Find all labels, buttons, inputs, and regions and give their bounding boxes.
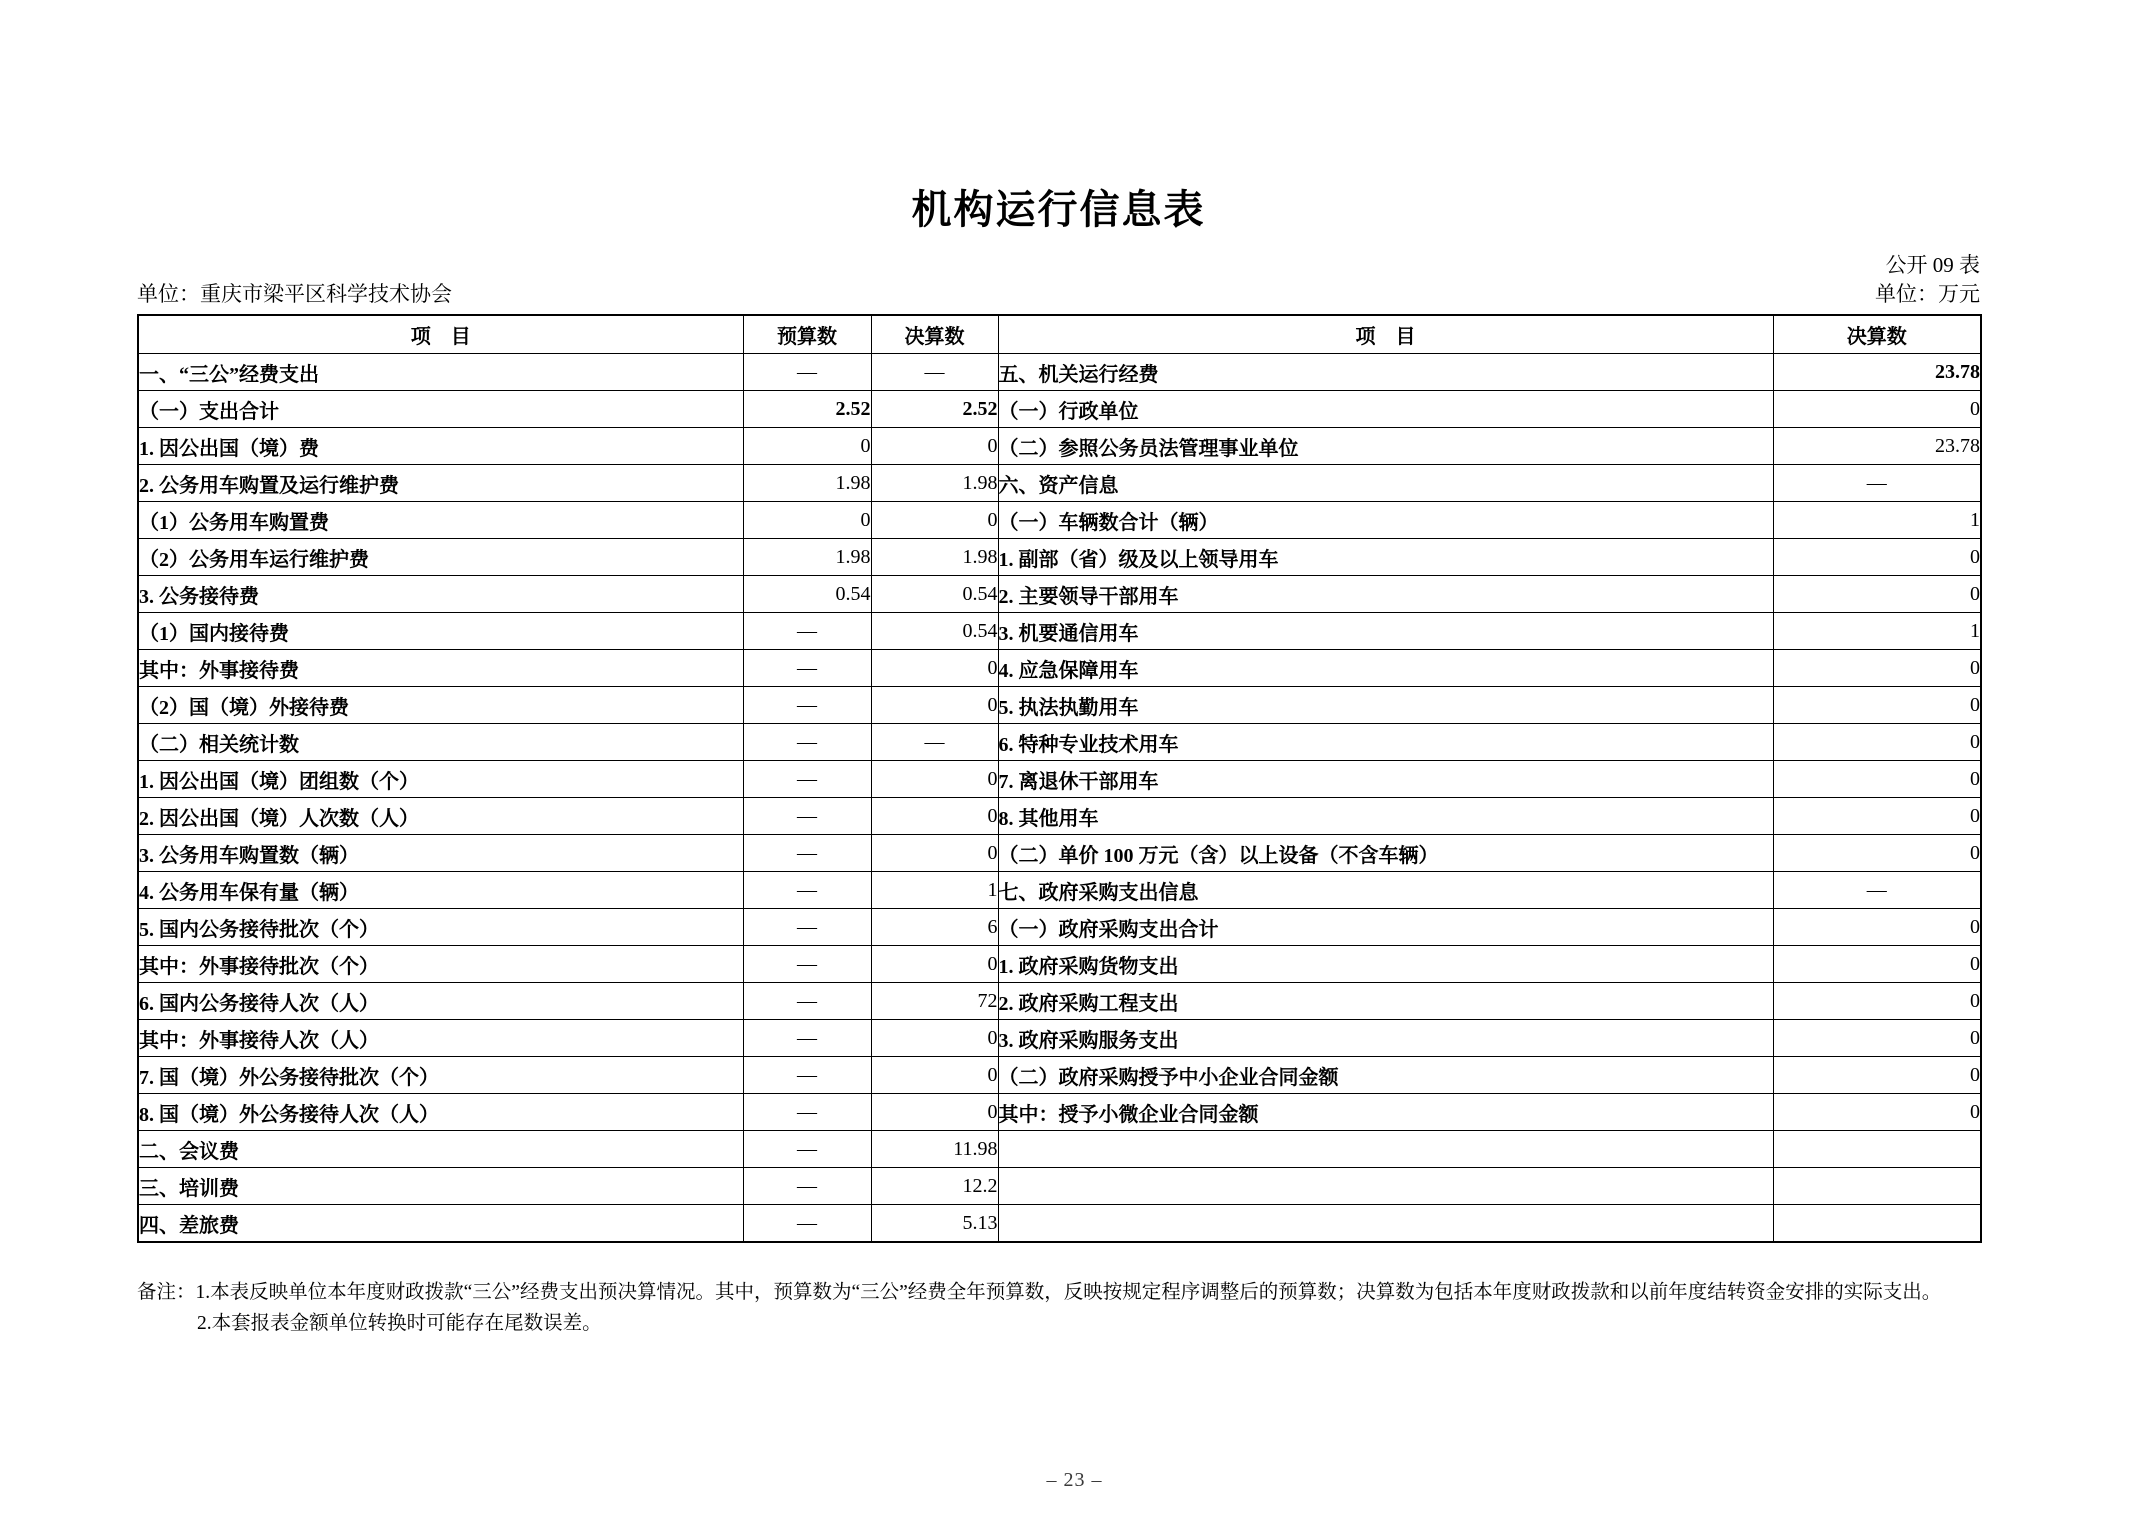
table-row: [138, 502, 1981, 539]
notes-label: 备注：: [137, 1282, 196, 1303]
budget-value: —: [743, 1131, 871, 1168]
budget-value: —: [743, 613, 871, 650]
table-row: [138, 761, 1981, 798]
final-value-left: 6: [871, 909, 998, 946]
item-label-right: （一）行政单位: [998, 391, 1773, 428]
table-header: [138, 315, 1981, 354]
final-value-right: 0: [1773, 1094, 1981, 1131]
final-value-left: —: [871, 354, 998, 391]
final-value-left: 5.13: [871, 1205, 998, 1243]
notes: [137, 1277, 1980, 1339]
item-label-right: （二）单价 100 万元（含）以上设备（不含车辆）: [998, 835, 1773, 872]
document-page: [137, 0, 1980, 1339]
item-label-right: 3. 政府采购服务支出: [998, 1020, 1773, 1057]
item-label-right: （二）政府采购授予中小企业合同金额: [998, 1057, 1773, 1094]
table-row: [138, 428, 1981, 465]
final-value-right: 0: [1773, 391, 1981, 428]
item-label-left: 二、会议费: [138, 1131, 743, 1168]
budget-value: —: [743, 1168, 871, 1205]
item-label-right: 2. 政府采购工程支出: [998, 983, 1773, 1020]
budget-value: —: [743, 687, 871, 724]
final-value-left: 0: [871, 428, 998, 465]
final-value-left: 0: [871, 835, 998, 872]
page-number: – 23 –: [1046, 1469, 1103, 1491]
budget-value: 0.54: [743, 576, 871, 613]
item-label-right: （二）参照公务员法管理事业单位: [998, 428, 1773, 465]
item-label-left: （二）相关统计数: [138, 724, 743, 761]
budget-value: 1.98: [743, 465, 871, 502]
final-value-left: 0: [871, 650, 998, 687]
item-label-left: （2）公务用车运行维护费: [138, 539, 743, 576]
final-value-left: 72: [871, 983, 998, 1020]
final-value-right: 23.78: [1773, 428, 1981, 465]
item-label-right: 1. 政府采购货物支出: [998, 946, 1773, 983]
budget-value: 1.98: [743, 539, 871, 576]
table-row: [138, 687, 1981, 724]
item-label-right: 六、资产信息: [998, 465, 1773, 502]
final-value-left: 0: [871, 798, 998, 835]
item-label-left: （2）国（境）外接待费: [138, 687, 743, 724]
budget-value: —: [743, 1057, 871, 1094]
table-row: [138, 613, 1981, 650]
final-value-left: 0.54: [871, 613, 998, 650]
item-label-right: 7. 离退休干部用车: [998, 761, 1773, 798]
table-row: [138, 1094, 1981, 1131]
budget-value: —: [743, 946, 871, 983]
final-value-left: 2.52: [871, 391, 998, 428]
table-row: [138, 1020, 1981, 1057]
final-value-right: 0: [1773, 761, 1981, 798]
note-line-1: [137, 1277, 1980, 1308]
form-code-label: 公开 09 表: [1885, 253, 1980, 277]
item-label-left: 6. 国内公务接待人次（人）: [138, 983, 743, 1020]
final-value-right: 0: [1773, 724, 1981, 761]
budget-value: —: [743, 724, 871, 761]
item-label-right: 5. 执法执勤用车: [998, 687, 1773, 724]
final-value-left: 1.98: [871, 465, 998, 502]
item-label-left: 其中：外事接待费: [138, 650, 743, 687]
final-value-right: 0: [1773, 946, 1981, 983]
final-value-left: 0.54: [871, 576, 998, 613]
item-label-right: 4. 应急保障用车: [998, 650, 1773, 687]
final-value-right: 0: [1773, 835, 1981, 872]
table-row: [138, 872, 1981, 909]
item-label-left: （1）国内接待费: [138, 613, 743, 650]
final-value-left: 0: [871, 687, 998, 724]
table-row: [138, 724, 1981, 761]
budget-value: —: [743, 1205, 871, 1243]
final-value-left: 0: [871, 1057, 998, 1094]
item-label-left: 3. 公务接待费: [138, 576, 743, 613]
table-row: [138, 1131, 1981, 1168]
item-label-left: 1. 因公出国（境）费: [138, 428, 743, 465]
table-row: [138, 650, 1981, 687]
item-label-right: 6. 特种专业技术用车: [998, 724, 1773, 761]
final-value-left: 0: [871, 1020, 998, 1057]
header-final-left: 决算数: [871, 315, 998, 354]
item-label-right: （一）车辆数合计（辆）: [998, 502, 1773, 539]
item-label-right: 2. 主要领导干部用车: [998, 576, 1773, 613]
item-label-right: 其中：授予小微企业合同金额: [998, 1094, 1773, 1131]
unit-measure-label: 单位：万元: [1875, 282, 1980, 306]
item-label-right: 8. 其他用车: [998, 798, 1773, 835]
final-value-right: [1773, 1168, 1981, 1205]
budget-value: —: [743, 909, 871, 946]
final-value-right: 0: [1773, 983, 1981, 1020]
final-value-left: 0: [871, 502, 998, 539]
final-value-right: 0: [1773, 576, 1981, 613]
final-value-right: —: [1773, 465, 1981, 502]
item-label-left: 其中：外事接待人次（人）: [138, 1020, 743, 1057]
final-value-left: 1: [871, 872, 998, 909]
item-label-left: 7. 国（境）外公务接待批次（个）: [138, 1057, 743, 1094]
item-label-right: （一）政府采购支出合计: [998, 909, 1773, 946]
final-value-left: 11.98: [871, 1131, 998, 1168]
header-budget: 预算数: [743, 315, 871, 354]
final-value-right: 1: [1773, 613, 1981, 650]
item-label-right: [998, 1205, 1773, 1243]
header-final-right: 决算数: [1773, 315, 1981, 354]
budget-value: —: [743, 872, 871, 909]
item-label-right: 五、机关运行经费: [998, 354, 1773, 391]
table-row: [138, 1168, 1981, 1205]
final-value-right: 0: [1773, 909, 1981, 946]
budget-value: —: [743, 1094, 871, 1131]
budget-value: 0: [743, 428, 871, 465]
item-label-left: 2. 公务用车购置及运行维护费: [138, 465, 743, 502]
table-row: [138, 1057, 1981, 1094]
budget-value: —: [743, 798, 871, 835]
final-value-right: 0: [1773, 1020, 1981, 1057]
table-row: [138, 909, 1981, 946]
item-label-right: [998, 1168, 1773, 1205]
note-line-2: 2.本套报表金额单位转换时可能存在尾数误差。: [197, 1313, 602, 1334]
header-item-left: 项 目: [138, 315, 743, 354]
item-label-left: 四、差旅费: [138, 1205, 743, 1243]
unit-name-label: 单位：重庆市梁平区科学技术协会: [137, 282, 452, 306]
budget-value: 2.52: [743, 391, 871, 428]
item-label-left: （1）公务用车购置费: [138, 502, 743, 539]
budget-value: —: [743, 983, 871, 1020]
final-value-right: 0: [1773, 798, 1981, 835]
budget-value: —: [743, 354, 871, 391]
page-title: 机构运行信息表: [911, 188, 1206, 232]
final-value-left: 0: [871, 761, 998, 798]
item-label-left: 2. 因公出国（境）人次数（人）: [138, 798, 743, 835]
final-value-right: —: [1773, 872, 1981, 909]
unit-row: [137, 280, 1980, 308]
budget-value: —: [743, 835, 871, 872]
final-value-left: 1.98: [871, 539, 998, 576]
table-row: [138, 798, 1981, 835]
budget-value: 0: [743, 502, 871, 539]
item-label-right: 3. 机要通信用车: [998, 613, 1773, 650]
item-label-left: 一、“三公”经费支出: [138, 354, 743, 391]
table-row: [138, 983, 1981, 1020]
note-text-1: 1.本表反映单位本年度财政拨款“三公”经费支出预决算情况。其中，预算数为“三公”经费全年预算数，反映按规定程序调整后的预算数；决算数为包括本年度财政拨款和以前年度结转资金安排的实际支出。: [195, 1282, 1942, 1303]
budget-table: [137, 314, 1982, 1243]
final-value-right: 1: [1773, 502, 1981, 539]
final-value-left: 12.2: [871, 1168, 998, 1205]
final-value-right: 23.78: [1773, 354, 1981, 391]
item-label-right: 1. 副部（省）级及以上领导用车: [998, 539, 1773, 576]
item-label-left: 三、培训费: [138, 1168, 743, 1205]
item-label-left: 其中：外事接待批次（个）: [138, 946, 743, 983]
item-label-left: （一）支出合计: [138, 391, 743, 428]
table-row: [138, 1205, 1981, 1243]
final-value-left: 0: [871, 946, 998, 983]
final-value-left: —: [871, 724, 998, 761]
table-row: [138, 465, 1981, 502]
budget-value: —: [743, 1020, 871, 1057]
table-row: [138, 576, 1981, 613]
table-body: [138, 354, 1981, 1243]
final-value-right: 0: [1773, 1057, 1981, 1094]
final-value-right: 0: [1773, 650, 1981, 687]
final-value-right: 0: [1773, 539, 1981, 576]
budget-value: —: [743, 650, 871, 687]
final-value-right: [1773, 1131, 1981, 1168]
header-item-right: 项 目: [998, 315, 1773, 354]
item-label-left: 4. 公务用车保有量（辆）: [138, 872, 743, 909]
item-label-left: 3. 公务用车购置数（辆）: [138, 835, 743, 872]
final-value-right: [1773, 1205, 1981, 1243]
table-row: [138, 354, 1981, 391]
item-label-right: [998, 1131, 1773, 1168]
final-value-left: 0: [871, 1094, 998, 1131]
final-value-right: 0: [1773, 687, 1981, 724]
budget-value: —: [743, 761, 871, 798]
item-label-left: 1. 因公出国（境）团组数（个）: [138, 761, 743, 798]
table-row: [138, 835, 1981, 872]
table-row: [138, 946, 1981, 983]
item-label-right: 七、政府采购支出信息: [998, 872, 1773, 909]
item-label-left: 5. 国内公务接待批次（个）: [138, 909, 743, 946]
table-row: [138, 539, 1981, 576]
table-row: [138, 391, 1981, 428]
item-label-left: 8. 国（境）外公务接待人次（人）: [138, 1094, 743, 1131]
